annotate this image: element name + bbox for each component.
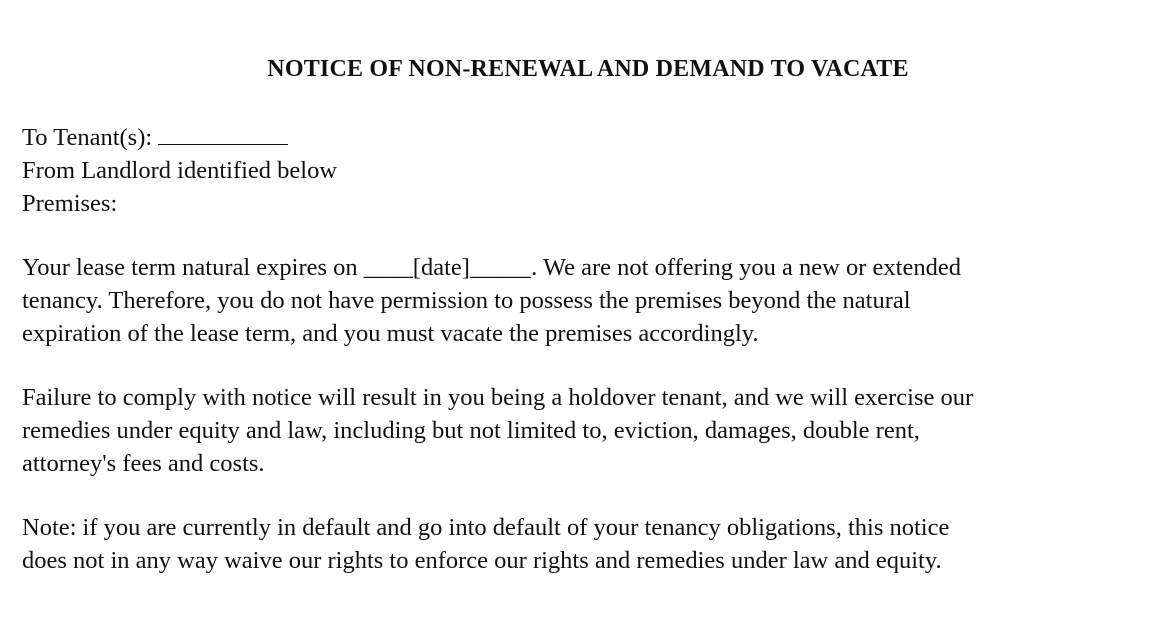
paragraph-2-line-1: Failure to comply with notice will result in you being a holdover tenant, and we will exercise our	[22, 384, 974, 411]
to-tenant-label: To Tenant(s):	[22, 124, 153, 151]
paragraph-1-line-2: tenancy. Therefore, you do not have permission to possess the premises beyond the natural	[22, 287, 911, 314]
paragraph-3-line-1: Note: if you are currently in default and go into default of your tenancy obligations, this notice	[22, 514, 950, 541]
document-title: NOTICE OF NON-RENEWAL AND DEMAND TO VACATE	[267, 56, 909, 82]
premises-line: Premises:	[22, 190, 118, 217]
from-landlord-line: From Landlord identified below	[22, 157, 338, 184]
paragraph-3-line-2: does not in any way waive our rights to enforce our rights and remedies under law and equity.	[22, 547, 942, 574]
paragraph-1-line-3: expiration of the lease term, and you must vacate the premises accordingly.	[22, 320, 759, 347]
paragraph-2-line-3: attorney's fees and costs.	[22, 450, 265, 477]
paragraph-2-line-2: remedies under equity and law, including but not limited to, eviction, damages, double rent,	[22, 417, 920, 444]
tenant-name-blank	[158, 143, 288, 145]
to-tenant-line	[22, 121, 288, 154]
paragraph-1-line-1: Your lease term natural expires on ____[date]_____. We are not offering you a new or extended	[22, 254, 961, 281]
